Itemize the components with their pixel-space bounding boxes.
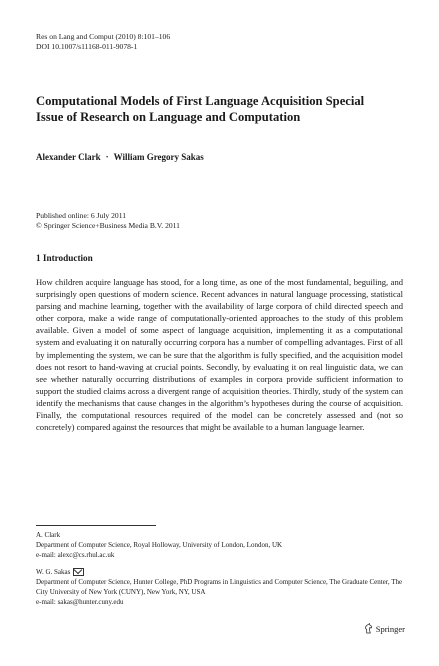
publisher-name: Springer bbox=[375, 623, 405, 634]
footnote-email[interactable]: e-mail: sakas@hunter.cuny.edu bbox=[36, 598, 124, 606]
paper-title: Computational Models of First Language Acquisition Special Issue of Research on Language and Computation bbox=[36, 94, 365, 124]
footnote-clark bbox=[36, 530, 406, 560]
author-list bbox=[36, 152, 204, 162]
footnote-email[interactable]: e-mail: alexc@cs.rhul.ac.uk bbox=[36, 551, 115, 559]
publisher-logo bbox=[364, 623, 405, 634]
doi: DOI 10.1007/s11168-011-9078-1 bbox=[36, 42, 138, 51]
footnote-sakas bbox=[36, 567, 406, 607]
intro-paragraph: How children acquire language has stood, for a long time, as one of the most fundamental, beguiling, and surprisingly open questions of modern science. Recent advances in natural language processing, statistical parsing and machine learning, together with the availability of large corpora of child directed speech and other corpora, make a wide range of computationally-oriented approaches to the study of this problem available. Given a model of some aspect of language acquisition, implementing it as a computational system and evaluating it on naturally occurring corpora has a number of compelling advantages. First of all by implementing the system, we can be sure that the algorithm is fully specified, and the acquisition model does not resort to hand-waving at crucial points. Secondly, by evaluating it on real linguistic data, we can see whether naturally occurring distributions of examples in corpora provide sufficient information to support the studied claims across a divergent range of acquisition theories. Thirdly, study of the system can identify the mechanisms that cause changes in the algorithm’s hypotheses during the course of acquisition. Finally, the computational resources required of the model can be concretely assessed and (not so concretely) compared against the resources that might be available to a human language learner. bbox=[36, 277, 403, 433]
copyright: © Springer Science+Business Media B.V. 2011 bbox=[36, 221, 180, 230]
corresponding-author-envelope-icon bbox=[73, 568, 84, 576]
author-separator: · bbox=[105, 152, 109, 162]
footnote-name: W. G. Sakas bbox=[36, 568, 71, 576]
published-date: Published online: 6 July 2011 bbox=[36, 211, 127, 220]
journal-header bbox=[36, 32, 170, 52]
springer-horse-icon bbox=[364, 623, 373, 634]
journal-citation: Res on Lang and Comput (2010) 8:101–106 bbox=[36, 32, 171, 41]
publication-info bbox=[36, 211, 180, 231]
section-heading: 1 Introduction bbox=[36, 253, 93, 263]
footnote-affiliation: Department of Computer Science, Hunter College, PhD Programs in Linguistics and Computer Science, The Graduate Center, The City University of New York (CUNY), New York, NY, USA bbox=[36, 578, 403, 596]
footnote-affiliation: Department of Computer Science, Royal Holloway, University of London, London, UK bbox=[36, 541, 283, 549]
footnote-divider bbox=[36, 525, 156, 526]
footnote-name: A. Clark bbox=[36, 531, 61, 539]
footnote-name-row bbox=[36, 567, 406, 577]
author-sakas[interactable]: William Gregory Sakas bbox=[113, 152, 204, 162]
author-clark[interactable]: Alexander Clark bbox=[36, 152, 101, 162]
